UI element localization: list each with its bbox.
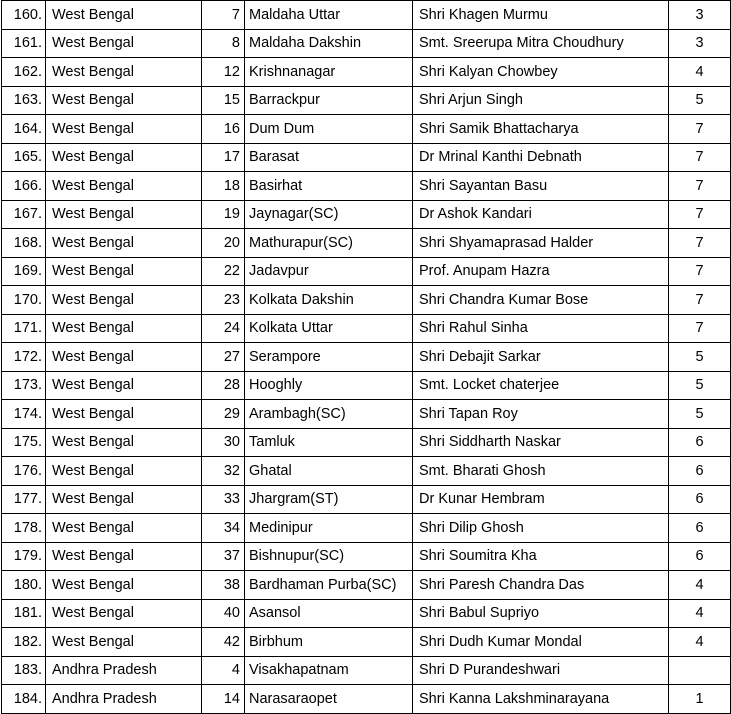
table-row — [2, 200, 731, 229]
phase-cell: 4 — [669, 571, 731, 600]
serial-number-cell: 162. — [2, 58, 46, 87]
candidate-name-cell: Smt. Locket chaterjee — [413, 371, 669, 400]
candidate-name-cell: Dr Mrinal Kanthi Debnath — [413, 143, 669, 172]
constituency-number-cell: 28 — [202, 371, 245, 400]
constituency-number-cell: 34 — [202, 514, 245, 543]
candidate-name-cell: Shri Soumitra Kha — [413, 542, 669, 571]
constituency-name-cell: Serampore — [245, 343, 413, 372]
candidate-name-cell: Shri Chandra Kumar Bose — [413, 286, 669, 315]
serial-number-cell: 181. — [2, 599, 46, 628]
serial-number-cell: 174. — [2, 400, 46, 429]
state-cell: West Bengal — [46, 485, 202, 514]
candidate-name-cell: Dr Kunar Hembram — [413, 485, 669, 514]
table-row — [2, 286, 731, 315]
state-cell: West Bengal — [46, 428, 202, 457]
constituency-number-cell: 20 — [202, 229, 245, 258]
constituency-number-cell: 15 — [202, 86, 245, 115]
state-cell: Andhra Pradesh — [46, 656, 202, 685]
table-row — [2, 371, 731, 400]
phase-cell: 4 — [669, 628, 731, 657]
constituency-number-cell: 14 — [202, 685, 245, 714]
candidate-name-cell: Shri Sayantan Basu — [413, 172, 669, 201]
constituency-name-cell: Visakhapatnam — [245, 656, 413, 685]
candidate-name-cell: Shri Rahul Sinha — [413, 314, 669, 343]
candidate-name-cell: Shri Samik Bhattacharya — [413, 115, 669, 144]
state-cell: West Bengal — [46, 115, 202, 144]
constituency-number-cell: 23 — [202, 286, 245, 315]
phase-cell: 6 — [669, 485, 731, 514]
constituency-name-cell: Kolkata Dakshin — [245, 286, 413, 315]
phase-cell: 4 — [669, 58, 731, 87]
candidate-name-cell: Prof. Anupam Hazra — [413, 257, 669, 286]
table-row — [2, 457, 731, 486]
serial-number-cell: 161. — [2, 29, 46, 58]
constituency-name-cell: Dum Dum — [245, 115, 413, 144]
table-row — [2, 143, 731, 172]
constituency-number-cell: 8 — [202, 29, 245, 58]
state-cell: Andhra Pradesh — [46, 685, 202, 714]
phase-cell: 3 — [669, 29, 731, 58]
table-row — [2, 656, 731, 685]
constituency-number-cell: 24 — [202, 314, 245, 343]
table-row — [2, 571, 731, 600]
constituency-name-cell: Krishnanagar — [245, 58, 413, 87]
phase-cell — [669, 656, 731, 685]
state-cell: West Bengal — [46, 86, 202, 115]
phase-cell: 3 — [669, 1, 731, 30]
serial-number-cell: 183. — [2, 656, 46, 685]
state-cell: West Bengal — [46, 29, 202, 58]
phase-cell: 6 — [669, 428, 731, 457]
constituency-name-cell: Mathurapur(SC) — [245, 229, 413, 258]
candidate-name-cell: Shri Paresh Chandra Das — [413, 571, 669, 600]
phase-cell: 7 — [669, 172, 731, 201]
state-cell: West Bengal — [46, 172, 202, 201]
table-row — [2, 58, 731, 87]
state-cell: West Bengal — [46, 628, 202, 657]
phase-cell: 6 — [669, 457, 731, 486]
constituency-name-cell: Jhargram(ST) — [245, 485, 413, 514]
constituency-number-cell: 22 — [202, 257, 245, 286]
phase-cell: 7 — [669, 257, 731, 286]
constituency-number-cell: 37 — [202, 542, 245, 571]
candidate-name-cell: Shri Khagen Murmu — [413, 1, 669, 30]
table-row — [2, 86, 731, 115]
candidate-name-cell: Shri D Purandeshwari — [413, 656, 669, 685]
serial-number-cell: 169. — [2, 257, 46, 286]
state-cell: West Bengal — [46, 1, 202, 30]
phase-cell: 6 — [669, 542, 731, 571]
serial-number-cell: 164. — [2, 115, 46, 144]
constituency-number-cell: 27 — [202, 343, 245, 372]
serial-number-cell: 178. — [2, 514, 46, 543]
constituency-number-cell: 42 — [202, 628, 245, 657]
constituency-number-cell: 33 — [202, 485, 245, 514]
constituency-name-cell: Bardhaman Purba(SC) — [245, 571, 413, 600]
constituency-name-cell: Asansol — [245, 599, 413, 628]
phase-cell: 5 — [669, 371, 731, 400]
phase-cell: 1 — [669, 685, 731, 714]
state-cell: West Bengal — [46, 257, 202, 286]
serial-number-cell: 166. — [2, 172, 46, 201]
table-row — [2, 115, 731, 144]
state-cell: West Bengal — [46, 200, 202, 229]
candidate-name-cell: Shri Tapan Roy — [413, 400, 669, 429]
table-row — [2, 514, 731, 543]
phase-cell: 5 — [669, 400, 731, 429]
table-row — [2, 172, 731, 201]
state-cell: West Bengal — [46, 599, 202, 628]
serial-number-cell: 176. — [2, 457, 46, 486]
table-row — [2, 542, 731, 571]
state-cell: West Bengal — [46, 400, 202, 429]
constituency-name-cell: Maldaha Uttar — [245, 1, 413, 30]
constituency-number-cell: 19 — [202, 200, 245, 229]
serial-number-cell: 170. — [2, 286, 46, 315]
state-cell: West Bengal — [46, 286, 202, 315]
state-cell: West Bengal — [46, 542, 202, 571]
constituency-number-cell: 7 — [202, 1, 245, 30]
constituency-number-cell: 18 — [202, 172, 245, 201]
table-row — [2, 229, 731, 258]
constituency-number-cell: 38 — [202, 571, 245, 600]
constituency-name-cell: Jadavpur — [245, 257, 413, 286]
candidate-list-table — [1, 0, 731, 714]
constituency-name-cell: Narasaraopet — [245, 685, 413, 714]
constituency-name-cell: Jaynagar(SC) — [245, 200, 413, 229]
table-row — [2, 599, 731, 628]
table-row — [2, 400, 731, 429]
serial-number-cell: 167. — [2, 200, 46, 229]
table-row — [2, 29, 731, 58]
candidate-name-cell: Shri Shyamaprasad Halder — [413, 229, 669, 258]
state-cell: West Bengal — [46, 143, 202, 172]
serial-number-cell: 165. — [2, 143, 46, 172]
table-row — [2, 685, 731, 714]
state-cell: West Bengal — [46, 371, 202, 400]
state-cell: West Bengal — [46, 571, 202, 600]
constituency-name-cell: Ghatal — [245, 457, 413, 486]
constituency-number-cell: 12 — [202, 58, 245, 87]
phase-cell: 7 — [669, 200, 731, 229]
candidate-name-cell: Shri Debajit Sarkar — [413, 343, 669, 372]
constituency-number-cell: 29 — [202, 400, 245, 429]
state-cell: West Bengal — [46, 514, 202, 543]
phase-cell: 7 — [669, 143, 731, 172]
serial-number-cell: 173. — [2, 371, 46, 400]
constituency-name-cell: Hooghly — [245, 371, 413, 400]
constituency-name-cell: Medinipur — [245, 514, 413, 543]
phase-cell: 7 — [669, 286, 731, 315]
serial-number-cell: 172. — [2, 343, 46, 372]
phase-cell: 6 — [669, 514, 731, 543]
table-row — [2, 314, 731, 343]
candidate-name-cell: Shri Arjun Singh — [413, 86, 669, 115]
serial-number-cell: 160. — [2, 1, 46, 30]
constituency-name-cell: Barrackpur — [245, 86, 413, 115]
constituency-name-cell: Maldaha Dakshin — [245, 29, 413, 58]
candidate-name-cell: Smt. Bharati Ghosh — [413, 457, 669, 486]
constituency-number-cell: 4 — [202, 656, 245, 685]
candidate-name-cell: Shri Dilip Ghosh — [413, 514, 669, 543]
state-cell: West Bengal — [46, 58, 202, 87]
constituency-number-cell: 30 — [202, 428, 245, 457]
candidate-name-cell: Shri Kalyan Chowbey — [413, 58, 669, 87]
phase-cell: 4 — [669, 599, 731, 628]
phase-cell: 5 — [669, 343, 731, 372]
constituency-number-cell: 40 — [202, 599, 245, 628]
table-row — [2, 428, 731, 457]
serial-number-cell: 168. — [2, 229, 46, 258]
serial-number-cell: 182. — [2, 628, 46, 657]
phase-cell: 7 — [669, 115, 731, 144]
constituency-name-cell: Birbhum — [245, 628, 413, 657]
constituency-name-cell: Arambagh(SC) — [245, 400, 413, 429]
serial-number-cell: 180. — [2, 571, 46, 600]
candidate-name-cell: Shri Dudh Kumar Mondal — [413, 628, 669, 657]
constituency-name-cell: Tamluk — [245, 428, 413, 457]
candidate-name-cell: Shri Siddharth Naskar — [413, 428, 669, 457]
candidate-name-cell: Dr Ashok Kandari — [413, 200, 669, 229]
serial-number-cell: 163. — [2, 86, 46, 115]
constituency-number-cell: 32 — [202, 457, 245, 486]
serial-number-cell: 171. — [2, 314, 46, 343]
table-row — [2, 343, 731, 372]
constituency-number-cell: 17 — [202, 143, 245, 172]
constituency-name-cell: Kolkata Uttar — [245, 314, 413, 343]
state-cell: West Bengal — [46, 457, 202, 486]
phase-cell: 5 — [669, 86, 731, 115]
state-cell: West Bengal — [46, 229, 202, 258]
serial-number-cell: 184. — [2, 685, 46, 714]
serial-number-cell: 179. — [2, 542, 46, 571]
candidate-name-cell: Shri Babul Supriyo — [413, 599, 669, 628]
constituency-name-cell: Barasat — [245, 143, 413, 172]
candidate-name-cell: Shri Kanna Lakshminarayana — [413, 685, 669, 714]
table-row — [2, 485, 731, 514]
candidate-name-cell: Smt. Sreerupa Mitra Choudhury — [413, 29, 669, 58]
state-cell: West Bengal — [46, 343, 202, 372]
candidate-list-body — [2, 1, 731, 714]
table-row — [2, 1, 731, 30]
serial-number-cell: 177. — [2, 485, 46, 514]
state-cell: West Bengal — [46, 314, 202, 343]
phase-cell: 7 — [669, 314, 731, 343]
constituency-name-cell: Basirhat — [245, 172, 413, 201]
phase-cell: 7 — [669, 229, 731, 258]
serial-number-cell: 175. — [2, 428, 46, 457]
table-row — [2, 257, 731, 286]
constituency-name-cell: Bishnupur(SC) — [245, 542, 413, 571]
table-row — [2, 628, 731, 657]
constituency-number-cell: 16 — [202, 115, 245, 144]
